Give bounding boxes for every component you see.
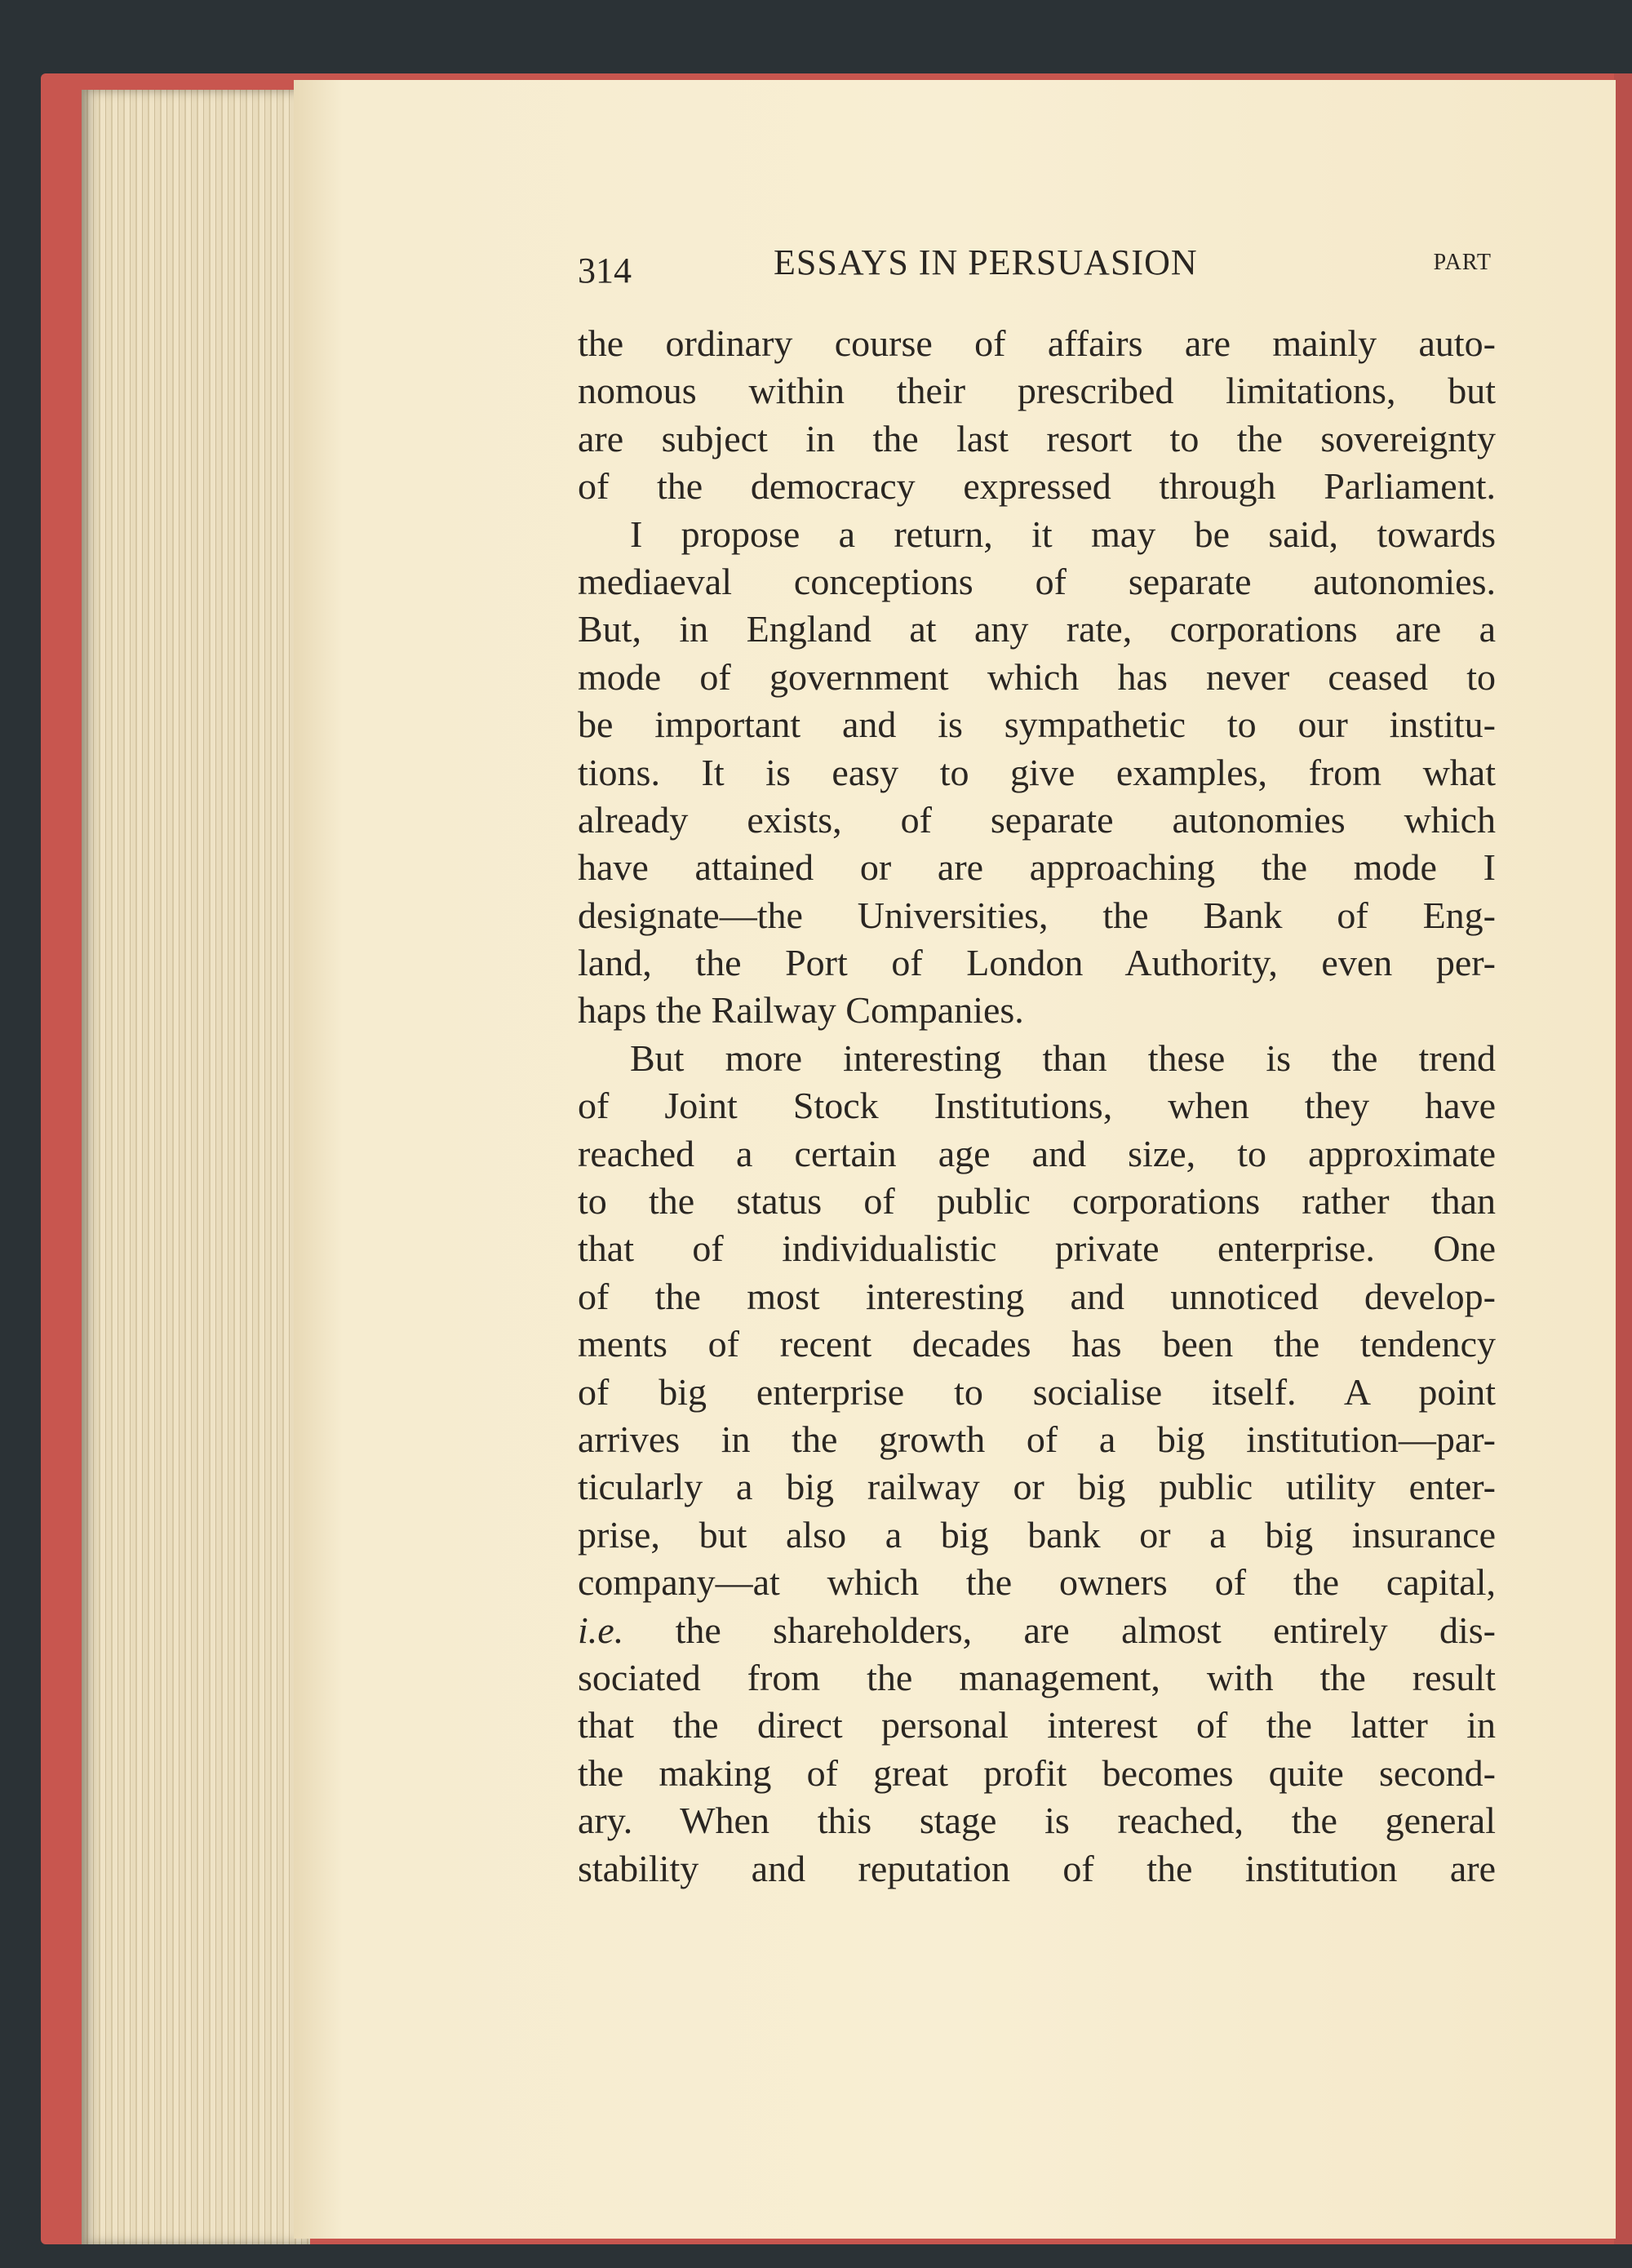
text-line: of Joint Stock Institutions, when they have xyxy=(578,1085,1496,1127)
text-line: nomous within their prescribed limitations, but xyxy=(578,370,1496,412)
text-line: But more interesting than these is the trend xyxy=(630,1036,1496,1079)
text-line: prise, but also a big bank or a big insurance xyxy=(578,1513,1496,1556)
facing-cover-edge xyxy=(1614,73,1632,2244)
body-text xyxy=(578,320,1496,1893)
text-line: mode of government which has never ceased to xyxy=(578,655,1496,698)
text-line: have attained or are approaching the mode I xyxy=(578,846,1496,889)
text-line: sociated from the management, with the result xyxy=(578,1656,1496,1698)
text-line: the making of great profit becomes quite second- xyxy=(578,1751,1496,1794)
text-line: that the direct personal interest of the latter in xyxy=(578,1704,1496,1746)
text-line: I propose a return, it may be said, towards xyxy=(630,513,1496,555)
text-line: of the most interesting and unnoticed develop- xyxy=(578,1275,1496,1317)
text-line: designate—the Universities, the Bank of Eng- xyxy=(578,894,1496,936)
page-number: 314 xyxy=(578,251,632,291)
text-line: tions. It is easy to give examples, from what xyxy=(578,751,1496,793)
text-line: reached a certain age and size, to approximate xyxy=(578,1132,1496,1174)
running-title: ESSAYS IN PERSUASION xyxy=(774,242,1198,282)
text-line: i.e. the shareholders, are almost entirely dis- xyxy=(578,1609,1496,1651)
text-line: stability and reputation of the institution are xyxy=(578,1847,1496,1889)
text-line: the ordinary course of affairs are mainly auto- xyxy=(578,322,1496,364)
text-line: company—at which the owners of the capital, xyxy=(578,1561,1496,1604)
page-edges xyxy=(82,90,310,2244)
text-line: But, in England at any rate, corporations are a xyxy=(578,608,1496,650)
section-label: PART xyxy=(1433,250,1492,275)
text-line: of the democracy expressed through Parliament. xyxy=(578,465,1496,508)
text-line: ticularly a big railway or big public utility enter- xyxy=(578,1466,1496,1508)
text-line: already exists, of separate autonomies which xyxy=(578,798,1496,841)
text-line: ary. When this stage is reached, the general xyxy=(578,1800,1496,1842)
text-line: ments of recent decades has been the tendency xyxy=(578,1323,1496,1365)
text-line: to the status of public corporations rather than xyxy=(578,1180,1496,1223)
text-line: of big enterprise to socialise itself. A point xyxy=(578,1370,1496,1413)
text-line: are subject in the last resort to the sovereignty xyxy=(578,417,1496,459)
text-line: arrives in the growth of a big institution—par- xyxy=(578,1418,1496,1460)
text-line: mediaeval conceptions of separate autonomies. xyxy=(578,560,1496,602)
text-line: be important and is sympathetic to our institu- xyxy=(578,703,1496,746)
text-line: haps the Railway Companies. xyxy=(578,989,1024,1032)
text-line: land, the Port of London Authority, even per- xyxy=(578,942,1496,984)
running-header xyxy=(578,242,1492,291)
text-line: that of individualistic private enterprise. One xyxy=(578,1227,1496,1270)
